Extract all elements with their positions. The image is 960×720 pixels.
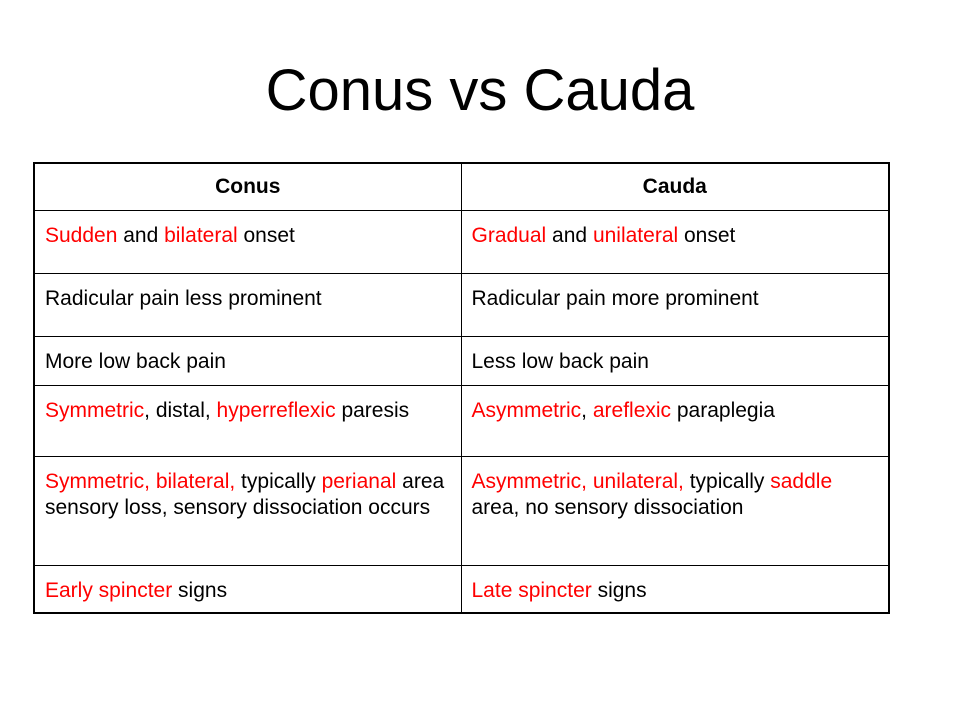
text-segment: Sudden — [45, 224, 118, 247]
conus-cell — [34, 386, 461, 457]
conus-cell — [34, 566, 461, 614]
text-segment: Less low back pain — [471, 350, 649, 373]
conus-cell — [34, 211, 461, 274]
text-segment: Asymmetric, unilateral, — [471, 470, 684, 493]
table-row — [34, 386, 889, 457]
conus-cell — [34, 457, 461, 566]
text-segment: Symmetric — [45, 399, 145, 422]
table-row — [34, 566, 889, 614]
cauda-cell — [461, 211, 889, 274]
cauda-cell — [461, 386, 889, 457]
text-segment: Early spincter — [45, 579, 173, 602]
column-header-cauda: Cauda — [461, 163, 889, 211]
text-segment: More low back pain — [45, 350, 226, 373]
table-row — [34, 274, 889, 337]
cauda-cell — [461, 274, 889, 337]
text-segment: signs — [172, 579, 228, 602]
text-segment: areflexic — [592, 399, 672, 422]
text-segment: and — [546, 224, 593, 247]
text-segment: Gradual — [471, 224, 547, 247]
text-segment: Radicular pain more prominent — [471, 287, 759, 310]
text-segment: onset — [237, 224, 295, 247]
conus-cell — [34, 337, 461, 386]
table-row — [34, 211, 889, 274]
text-segment: Asymmetric — [471, 399, 582, 422]
cauda-cell — [461, 457, 889, 566]
text-segment: Late spincter — [471, 579, 592, 602]
text-segment: typically — [683, 470, 771, 493]
text-segment: hyperreflexic — [216, 399, 336, 422]
text-segment: and — [117, 224, 165, 247]
table-row — [34, 337, 889, 386]
conus-cell — [34, 274, 461, 337]
text-segment: Radicular pain less prominent — [45, 287, 322, 310]
table-row — [34, 457, 889, 566]
text-segment: area, no sensory dissociation — [471, 496, 744, 519]
text-segment: bilateral — [164, 224, 238, 247]
text-segment: , — [581, 399, 593, 422]
text-segment: saddle — [770, 470, 833, 493]
text-segment: Symmetric, bilateral, — [45, 470, 236, 493]
text-segment: onset — [678, 224, 736, 247]
cauda-cell — [461, 566, 889, 614]
page-title: Conus vs Cauda — [265, 58, 695, 123]
column-header-conus: Conus — [34, 163, 461, 211]
text-segment: perianal — [321, 470, 397, 493]
comparison-table — [33, 162, 890, 614]
text-segment: typically — [235, 470, 322, 493]
text-segment: paraplegia — [671, 399, 775, 422]
text-segment: signs — [591, 579, 647, 602]
text-segment: , distal, — [144, 399, 217, 422]
cauda-cell — [461, 337, 889, 386]
text-segment: area sensory loss, sensory dissociation occurs — [45, 470, 445, 519]
text-segment: paresis — [335, 399, 410, 422]
table-header-row — [34, 163, 889, 211]
text-segment: unilateral — [592, 224, 679, 247]
